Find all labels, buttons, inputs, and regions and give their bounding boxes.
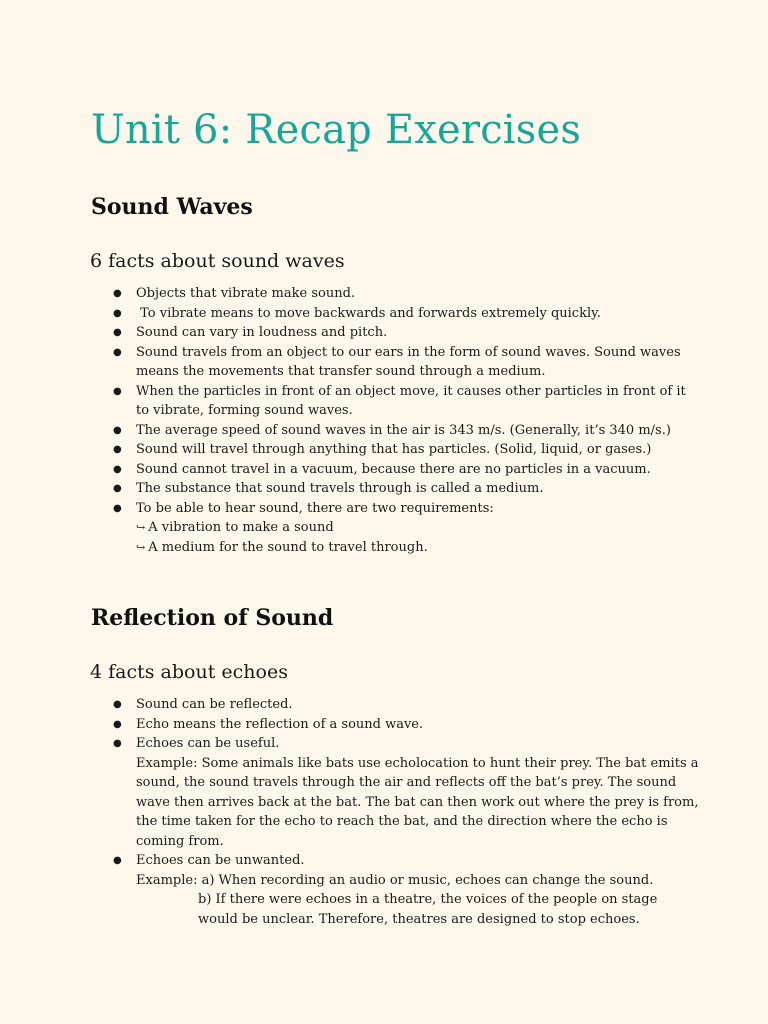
list-item: ● Sound can be reflected. <box>110 695 700 715</box>
list-item: ● To vibrate means to move backwards and forwards extremely quickly. <box>110 304 700 324</box>
list-item: ● Sound cannot travel in a vacuum, because there are no particles in a vacuum. <box>110 460 700 480</box>
bullet-icon: ● <box>113 346 122 358</box>
bullet-icon: ● <box>113 699 122 710</box>
unwanted-example-a: Example: a) When recording an audio or music, echoes can change the sound. <box>136 872 654 888</box>
bullet-icon: ● <box>113 502 122 514</box>
section-heading-reflection: Reflection of Sound <box>91 605 334 631</box>
bullet-icon: ● <box>113 307 122 319</box>
requirement-item: ↪ A medium for the sound to travel through. <box>136 539 428 555</box>
list-item: ● Sound can vary in loudness and pitch. <box>110 323 700 343</box>
bullet-icon: ● <box>113 855 122 866</box>
bullet-icon: ● <box>113 718 122 730</box>
list-item: ● Objects that vibrate make sound. <box>110 284 700 304</box>
echoes-list <box>110 695 700 929</box>
bullet-icon: ● <box>113 738 122 749</box>
list-item: ● When the particles in front of an object move, it causes other particles in front of it to vibrate, forming sound waves. <box>113 383 686 418</box>
useful-example: Example: Some animals like bats use echolocation to hunt their prey. The bat emits a sound, the sound travels through the air and reflects off the bat’s prey. The sound wave then arrives back at the bat. The bat can then work out where the prey is from, the time taken for the echo to reach the bat, and the direction where the echo is coming from. <box>136 755 699 849</box>
section-heading-sound-waves: Sound Waves <box>91 194 253 220</box>
bullet-icon: ● <box>113 463 122 475</box>
list-item: ● Echoes can be useful. Example: Some animals like bats use echolocation to hunt their prey. The bat emits a sound, the sound travels through the air and reflects off the bat’s prey. The sound wave then arrives back at the bat. The bat can then work out where the prey is from, the time taken for the echo to reach the bat, and the direction where the echo is coming from. <box>110 734 700 851</box>
bullet-icon: ● <box>113 483 122 494</box>
list-item: ● Sound travels from an object to our ears in the form of sound waves. Sound waves means the movements that transfer sound through a medium. <box>113 344 681 379</box>
list-item: ● The substance that sound travels through is called a medium. <box>110 479 700 499</box>
requirement-item: ↪ A vibration to make a sound <box>136 520 334 535</box>
list-item: ● The average speed of sound waves in the air is 343 m/s. (Generally, it’s 340 m/s.) <box>110 421 700 441</box>
list-item: ● Sound will travel through anything that has particles. (Solid, liquid, or gases.) <box>110 440 700 460</box>
page-title: Unit 6: Recap Exercises <box>91 107 582 153</box>
hook-arrow-icon: ↪ <box>136 540 146 554</box>
bullet-icon: ● <box>113 385 122 397</box>
bullet-icon: ● <box>113 444 122 455</box>
list-item: ● Echoes can be unwanted. Example: a) When recording an audio or music, echoes can change the sound. b) If there were echoes in a theatre, the voices of the people on stage would be unclear. Therefore, theatres are designed to stop echoes. <box>110 851 700 929</box>
unwanted-example-b: b) If there were echoes in a theatre, the voices of the people on stage would be unclear. Therefore, theatres are designed to stop echoes. <box>198 892 658 927</box>
bullet-icon: ● <box>113 327 122 338</box>
sound-waves-list <box>110 284 700 557</box>
hook-arrow-icon: ↪ <box>136 521 146 534</box>
list-item: ● To be able to hear sound, there are two requirements: ↪ A vibration to make a sound ↪ A medium for the sound to travel through. <box>110 499 700 558</box>
bullet-icon: ● <box>113 424 122 436</box>
subheading-echo-facts: 4 facts about echoes <box>90 661 288 683</box>
bullet-icon: ● <box>113 288 122 299</box>
subheading-sound-wave-facts: 6 facts about sound waves <box>90 250 345 272</box>
list-item: ● Echo means the reflection of a sound wave. <box>110 715 700 735</box>
